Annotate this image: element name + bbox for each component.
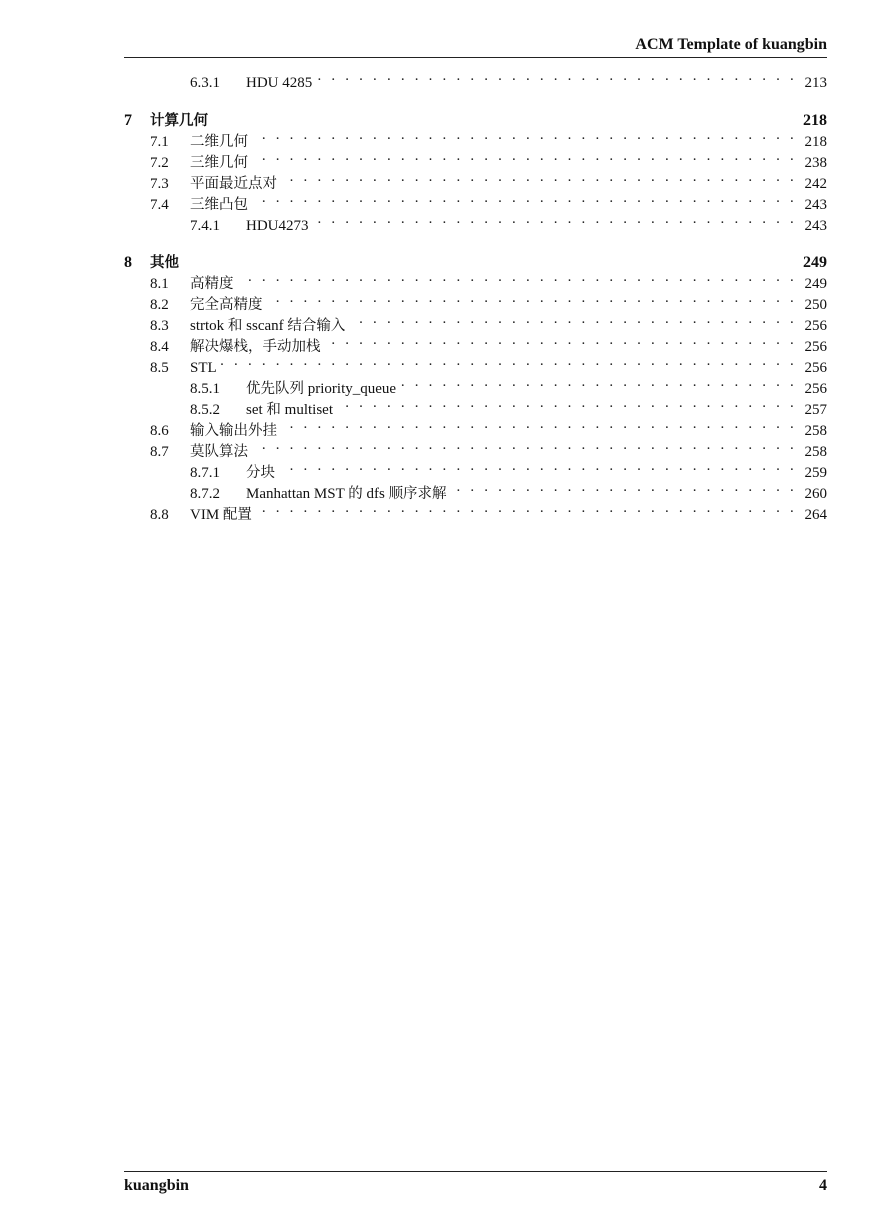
toc-dot-leader bbox=[349, 309, 797, 330]
toc-entry-title: STL bbox=[190, 360, 217, 376]
toc-entry-title: 优先队列 priority_queue bbox=[246, 381, 397, 397]
toc-dot-leader bbox=[256, 498, 797, 519]
toc-entry-page: 243 bbox=[804, 218, 827, 234]
toc-entry-title: 其他 bbox=[150, 255, 179, 271]
toc-entry-number: 7.1 bbox=[150, 134, 169, 150]
toc-entry-page: 242 bbox=[804, 176, 827, 192]
toc-entry-page: 243 bbox=[804, 197, 827, 213]
toc-entry-title: HDU 4285 bbox=[246, 75, 313, 91]
toc-entry-page: 218 bbox=[803, 112, 827, 129]
toc-entry-number: 8 bbox=[124, 254, 132, 271]
toc-dot-leader bbox=[252, 125, 797, 146]
footer-rule bbox=[124, 1171, 827, 1172]
toc-entry-chapter[interactable] bbox=[124, 104, 827, 129]
toc-entry-title: HDU4273 bbox=[246, 218, 309, 234]
running-footer bbox=[124, 1176, 827, 1198]
toc-dot-leader bbox=[252, 435, 797, 456]
toc-entry-chapter[interactable] bbox=[124, 246, 827, 271]
toc-entry-number: 7.4 bbox=[150, 197, 169, 213]
toc-entry-page: 256 bbox=[804, 381, 827, 397]
toc-entry-section[interactable] bbox=[124, 146, 827, 171]
toc-entry-page: 258 bbox=[804, 444, 827, 460]
toc-dot-leader bbox=[316, 66, 797, 87]
toc-entry-number: 8.5 bbox=[150, 360, 169, 376]
toc-entry-number: 8.3 bbox=[150, 318, 169, 334]
toc-dot-leader bbox=[337, 393, 797, 414]
toc-entry-page: 256 bbox=[804, 339, 827, 355]
toc-dot-leader bbox=[221, 351, 797, 372]
toc-entry-title: 莫队算法 bbox=[190, 444, 248, 460]
toc-entry-number: 7.3 bbox=[150, 176, 169, 192]
toc-entry-title: 二维几何 bbox=[190, 134, 248, 150]
toc-dot-leader bbox=[325, 330, 798, 351]
running-header bbox=[124, 35, 827, 57]
toc-entry-title: 完全高精度 bbox=[190, 297, 263, 313]
toc-entry-section[interactable] bbox=[124, 125, 827, 150]
toc-entry-title: 三维凸包 bbox=[190, 197, 248, 213]
toc-entry-number: 8.6 bbox=[150, 423, 169, 439]
toc-entry-title: set 和 multiset bbox=[246, 402, 334, 418]
toc-entry-number: 8.8 bbox=[150, 507, 169, 523]
toc-dot-leader bbox=[281, 414, 797, 435]
toc-entry-subsection[interactable] bbox=[124, 209, 827, 234]
toc-entry-title: 分块 bbox=[246, 465, 275, 481]
toc-dot-leader bbox=[238, 267, 798, 288]
toc-entry-page: 256 bbox=[804, 318, 827, 334]
toc-dot-leader bbox=[451, 477, 797, 498]
toc-entry-page: 256 bbox=[804, 360, 827, 376]
toc-entry-title: 高精度 bbox=[190, 276, 234, 292]
toc-dot-leader bbox=[279, 456, 797, 477]
toc-dot-leader bbox=[212, 104, 797, 125]
header-title: ACM Template of kuangbin bbox=[635, 36, 827, 53]
table-of-contents bbox=[124, 66, 827, 523]
toc-entry-section[interactable] bbox=[124, 267, 827, 292]
toc-entry-title: 计算几何 bbox=[150, 113, 208, 129]
toc-entry-title: 三维几何 bbox=[190, 155, 248, 171]
toc-entry-number: 8.5.1 bbox=[190, 381, 220, 397]
toc-entry-number: 8.1 bbox=[150, 276, 169, 292]
toc-entry-title: Manhattan MST 的 dfs 顺序求解 bbox=[246, 486, 447, 502]
toc-dot-leader bbox=[252, 188, 797, 209]
header-rule bbox=[124, 57, 827, 58]
toc-dot-leader bbox=[252, 146, 797, 167]
toc-entry-section[interactable] bbox=[124, 414, 827, 439]
toc-entry-section[interactable] bbox=[124, 288, 827, 313]
toc-entry-title: 输入输出外挂 bbox=[190, 423, 277, 439]
footer-author: kuangbin bbox=[124, 1177, 189, 1194]
toc-entry-number: 8.7.1 bbox=[190, 465, 220, 481]
toc-entry-page: 259 bbox=[804, 465, 827, 481]
toc-entry-section[interactable] bbox=[124, 351, 827, 376]
toc-entry-page: 249 bbox=[804, 276, 827, 292]
toc-entry-title: strtok 和 sscanf 结合输入 bbox=[190, 318, 346, 334]
toc-dot-leader bbox=[267, 288, 798, 309]
toc-entry-page: 213 bbox=[804, 75, 827, 91]
toc-entry-page: 260 bbox=[804, 486, 827, 502]
toc-dot-leader bbox=[400, 372, 797, 393]
toc-dot-leader bbox=[281, 167, 797, 188]
footer-page-number: 4 bbox=[819, 1177, 827, 1194]
toc-entry-number: 6.3.1 bbox=[190, 75, 220, 91]
toc-entry-section[interactable] bbox=[124, 188, 827, 213]
toc-entry-section[interactable] bbox=[124, 309, 827, 334]
toc-entry-page: 250 bbox=[804, 297, 827, 313]
toc-entry-number: 8.7 bbox=[150, 444, 169, 460]
toc-entry-number: 8.5.2 bbox=[190, 402, 220, 418]
toc-entry-number: 7.2 bbox=[150, 155, 169, 171]
toc-entry-section[interactable] bbox=[124, 330, 827, 355]
toc-entry-title: 解决爆栈，手动加栈 bbox=[190, 339, 321, 355]
toc-entry-page: 218 bbox=[804, 134, 827, 150]
toc-entry-subsection[interactable] bbox=[124, 477, 827, 502]
toc-entry-page: 264 bbox=[804, 507, 827, 523]
toc-entry-page: 257 bbox=[804, 402, 827, 418]
toc-entry-title: VIM 配置 bbox=[190, 507, 252, 523]
toc-dot-leader bbox=[183, 246, 797, 267]
toc-entry-number: 8.7.2 bbox=[190, 486, 220, 502]
toc-entry-page: 238 bbox=[804, 155, 827, 171]
toc-entry-subsection[interactable] bbox=[124, 66, 827, 91]
toc-entry-number: 7 bbox=[124, 112, 132, 129]
toc-entry-number: 8.4 bbox=[150, 339, 169, 355]
toc-entry-title: 平面最近点对 bbox=[190, 176, 277, 192]
toc-dot-leader bbox=[313, 209, 798, 230]
toc-entry-number: 8.2 bbox=[150, 297, 169, 313]
toc-entry-number: 7.4.1 bbox=[190, 218, 220, 234]
toc-entry-section[interactable] bbox=[124, 498, 827, 523]
toc-entry-subsection[interactable] bbox=[124, 456, 827, 481]
toc-entry-subsection[interactable] bbox=[124, 372, 827, 397]
toc-entry-section[interactable] bbox=[124, 435, 827, 460]
toc-entry-section[interactable] bbox=[124, 167, 827, 192]
toc-entry-page: 258 bbox=[804, 423, 827, 439]
toc-entry-subsection[interactable] bbox=[124, 393, 827, 418]
toc-entry-page: 249 bbox=[803, 254, 827, 271]
